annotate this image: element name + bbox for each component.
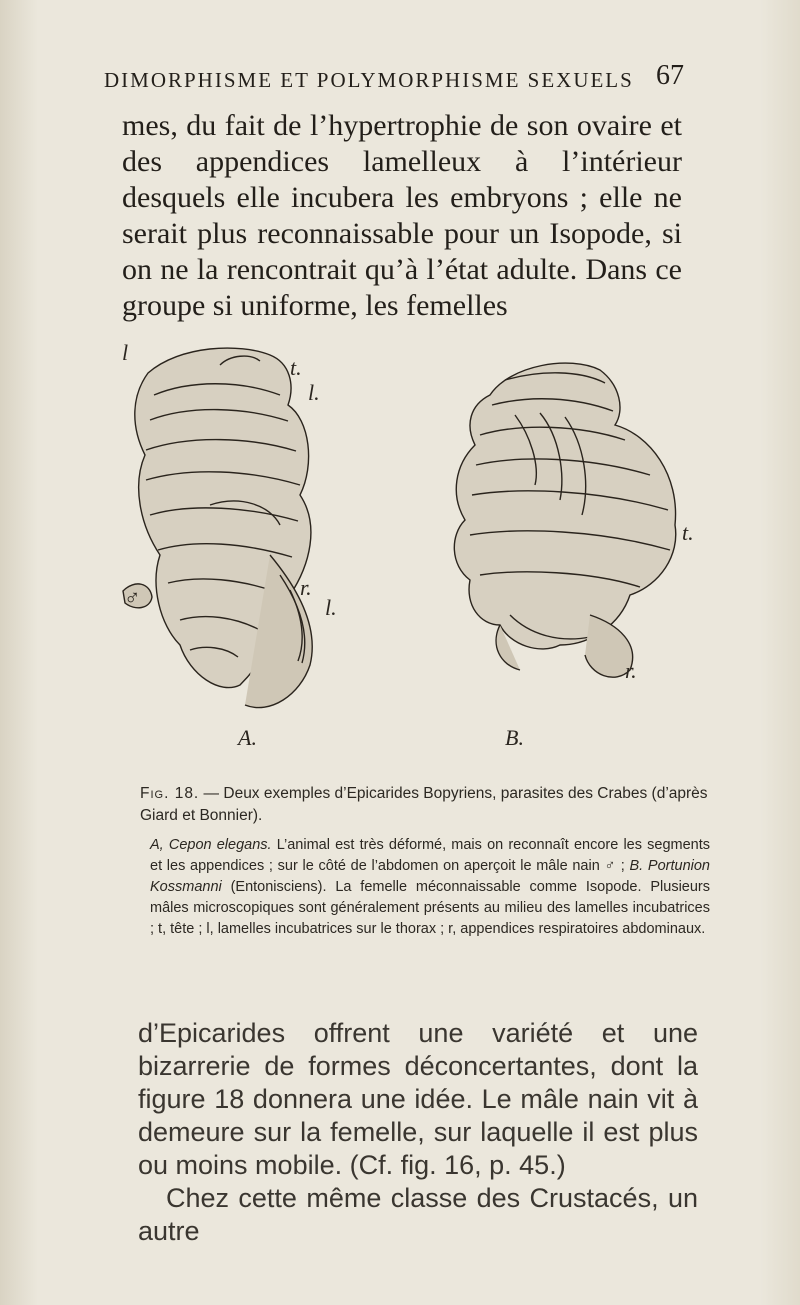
panel-a-label-l: l: [122, 340, 129, 365]
page-gutter-shade: [0, 0, 38, 1305]
panel-b-label-t: t.: [682, 520, 694, 545]
figure-18: [120, 325, 710, 780]
body-text-top: [122, 108, 682, 324]
paragraph-bottom-1: d’Epicarides offrent une variété et une bizarrerie de formes déconcertantes, dont la figure 18 donnera une idée. Le mâle nain vit à demeure sur la femelle, sur laquelle il est plus ou moins mobile. (Cf. fig. 16, p. 45.): [138, 1018, 698, 1180]
caption-b-species: Portunion Kossmanni: [150, 858, 711, 895]
caption-a-label: A,: [150, 837, 164, 853]
panel-a-drawing: [123, 348, 312, 708]
panel-a-label-t: t.: [290, 355, 302, 380]
caption-body: [150, 835, 710, 940]
running-title: DIMORPHISME ET POLYMORPHISME SEXUELS: [104, 68, 634, 92]
page-edge-shade: [760, 0, 800, 1305]
panel-b-label-l-lower: l.: [325, 595, 337, 620]
caption-title-line: [140, 783, 710, 827]
paragraph-top: mes, du fait de l’hypertrophie de son ovaire et des appendices lamelleux à l’intérieur desquels elle incubera les embryons ; elle ne serait plus reconnaissable pour un Isopode, si on ne la rencontrait qu’à l’état adulte. Dans ce groupe si uniforme, les femelles: [122, 109, 682, 322]
figure-illustration: [120, 325, 710, 780]
caption-dash: —: [199, 785, 224, 802]
caption-b-text: (Entonisciens). La femelle méconnaissable comme Isopode. Plusieurs mâles microscopiques sont généralement présents au milieu des lamelles incubatrices ; t, tête ; l, lamelles incubatrices sur le thorax ; r, appendices respiratoires abdominaux.: [150, 879, 710, 937]
caption-a-species: Cepon elegans.: [168, 837, 272, 853]
panel-a-label-r: r.: [300, 575, 312, 600]
panel-a-letter: A.: [238, 725, 257, 750]
figure-caption: [140, 783, 710, 940]
caption-b-label: B.: [624, 858, 644, 874]
panel-b-label-r: r.: [625, 658, 637, 683]
body-text-bottom: [138, 1017, 698, 1248]
caption-figure-number: Fig. 18.: [140, 785, 200, 802]
panel-b-label-l-upper: l.: [308, 380, 320, 405]
caption-title: Deux exemples d’Epicarides Bopyriens, parasites des Crabes (d’après Giard et Bonnier).: [140, 785, 708, 824]
page-number: 67: [656, 60, 684, 91]
panel-a-label-male: ♂: [124, 585, 141, 610]
panel-b-letter: B.: [505, 725, 524, 750]
paragraph-bottom-2: Chez cette même classe des Crustacés, un autre: [138, 1183, 698, 1246]
panel-b-drawing: [454, 363, 675, 677]
caption-a-text: L’animal est très déformé, mais on reconnaît encore les segments et les appendices ; sur le côté de l’abdomen on aperçoit le mâle nain ♂ ;: [150, 837, 711, 874]
page-header: [104, 60, 684, 100]
